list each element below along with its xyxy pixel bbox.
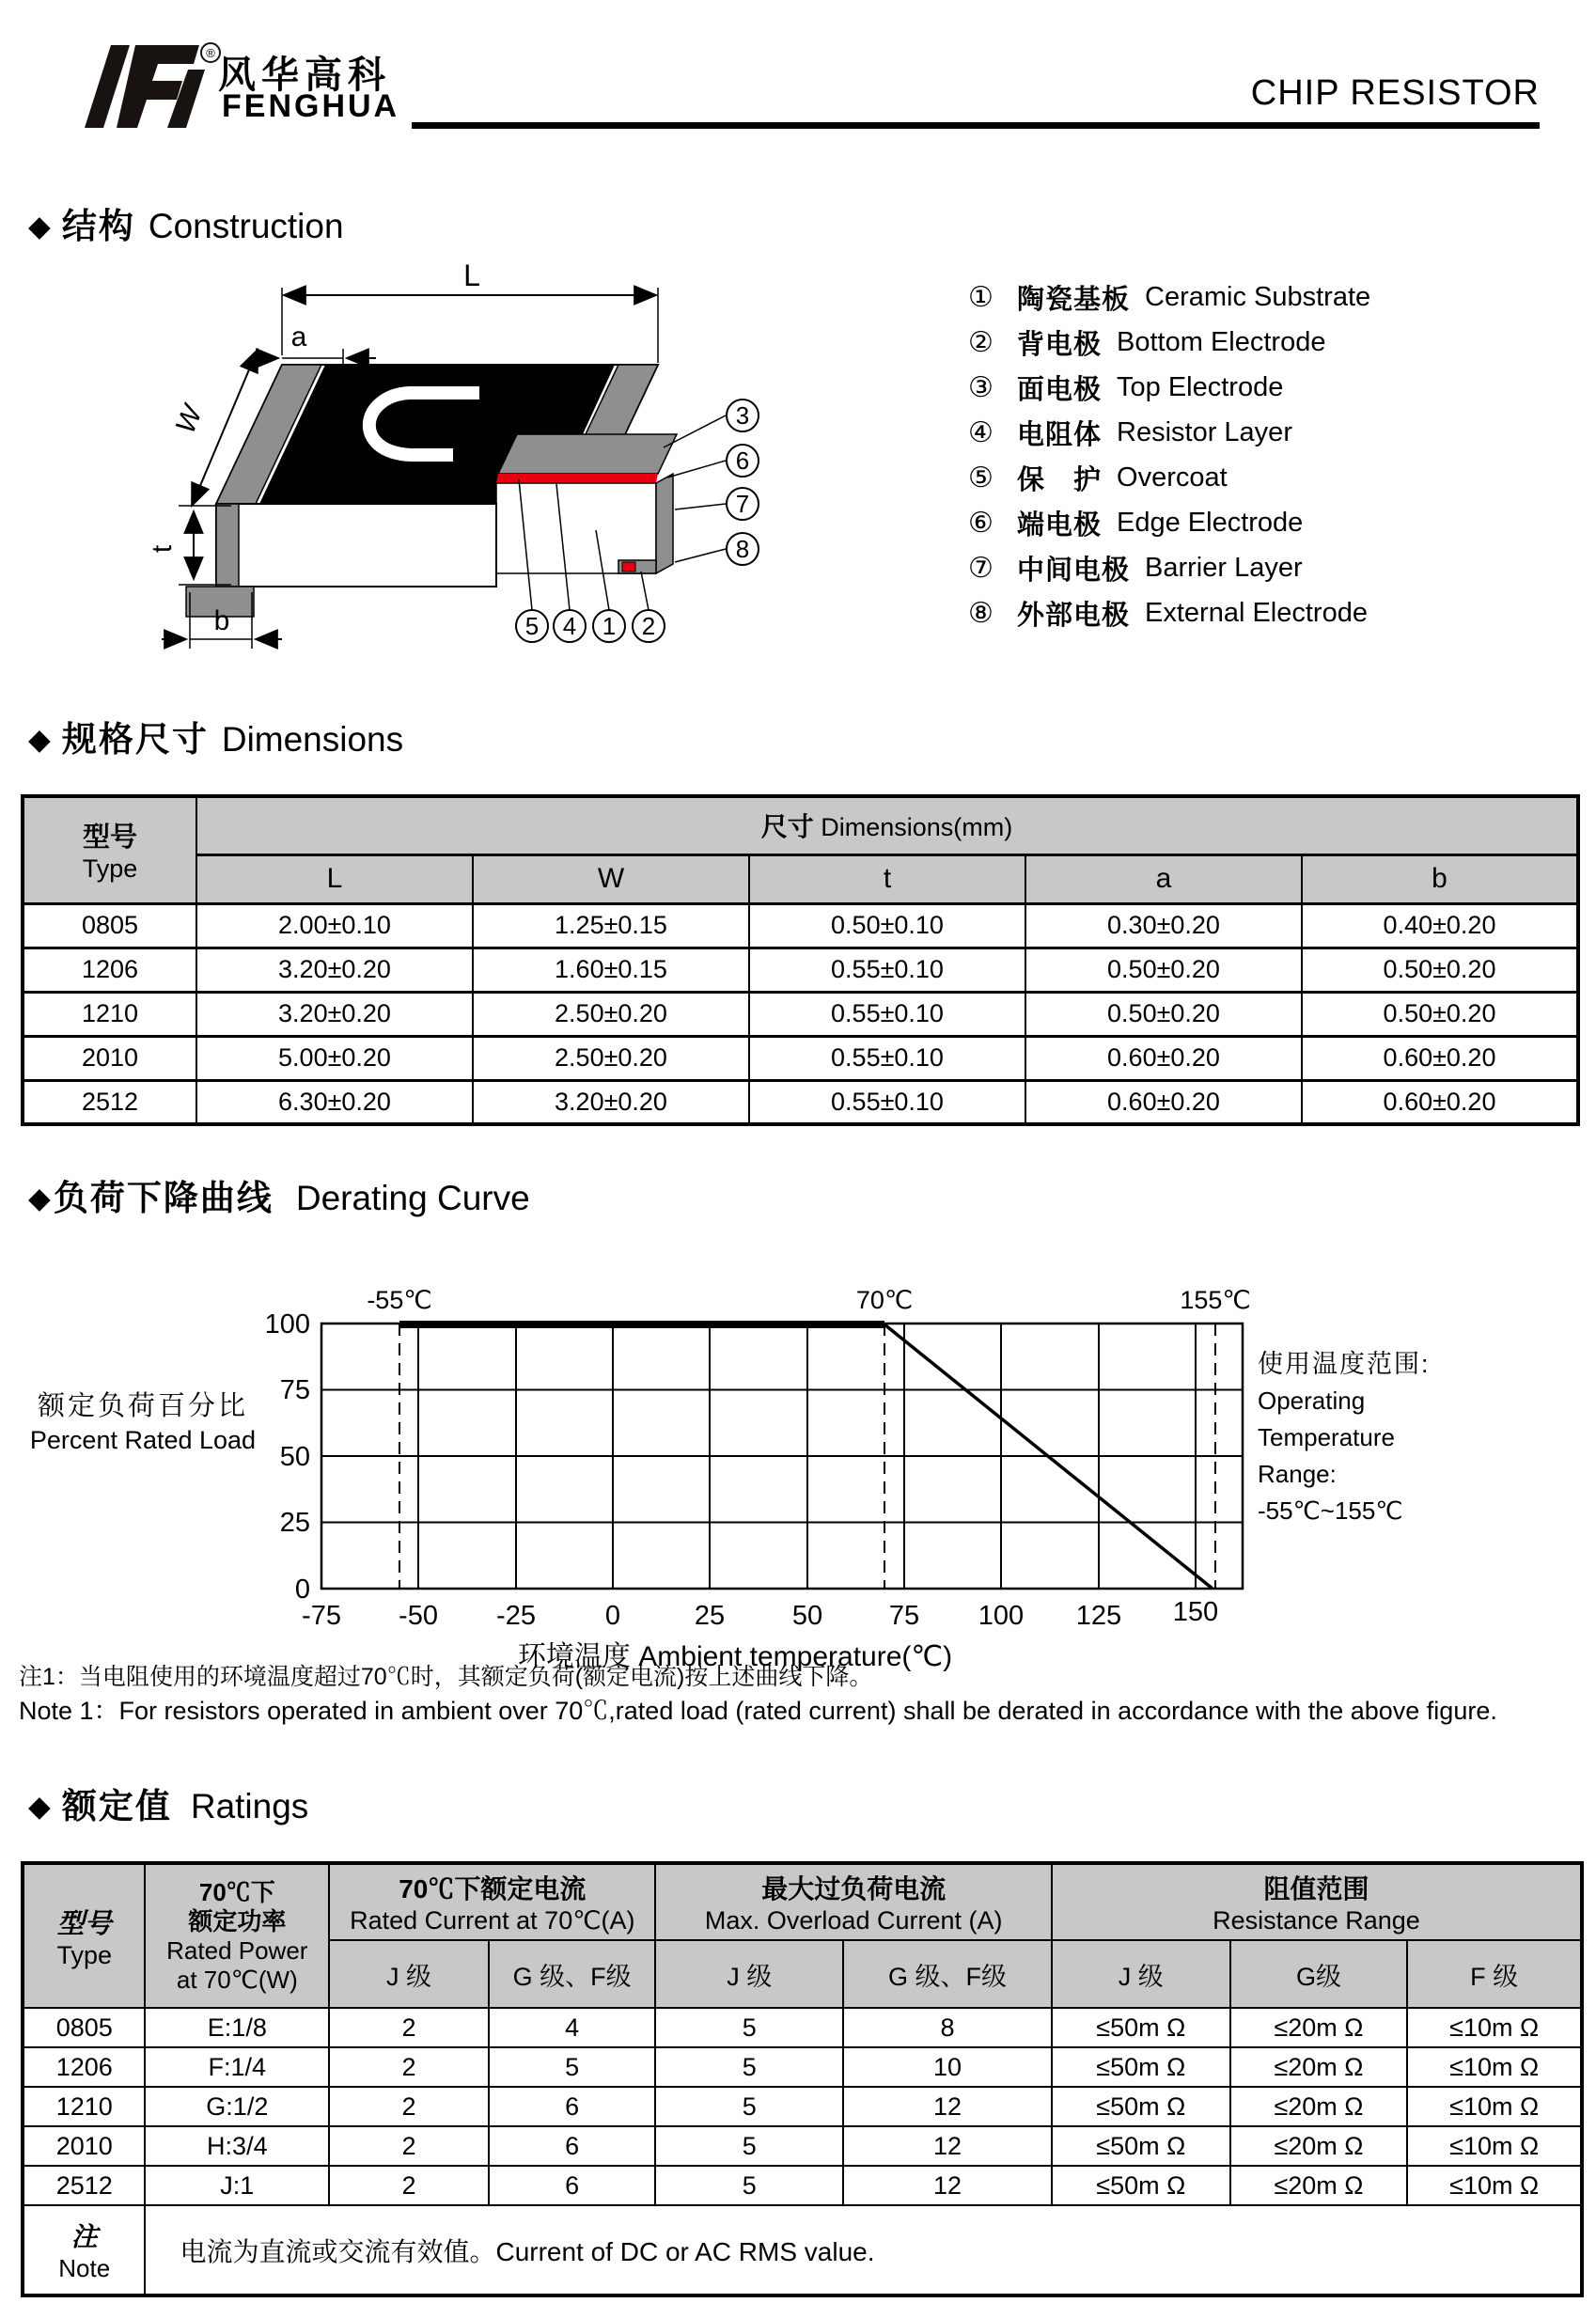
brand-name-en: FENGHUA [222, 88, 400, 124]
cell: 2010 [23, 1036, 196, 1080]
x-tick: 25 [694, 1601, 726, 1631]
dimensions-table [21, 794, 1576, 1126]
cell: 10 [843, 2047, 1052, 2087]
cell: ≤50m Ω [1052, 2126, 1230, 2166]
derating-heading [28, 1181, 530, 1215]
construction-heading [28, 209, 344, 243]
col-header-t: t [749, 854, 1025, 903]
cell: 0.55±0.10 [749, 1080, 1025, 1124]
col-header-type: 型号 Type [23, 796, 196, 903]
callout-num-5: 5 [524, 612, 540, 640]
circled-6-icon: ⑥ [968, 507, 994, 539]
x-tick: 75 [888, 1601, 920, 1631]
cell: 1206 [23, 2047, 145, 2087]
col-group-dimensions-mm: 尺寸 Dimensions(mm) [196, 796, 1578, 854]
table-row [23, 2047, 1582, 2087]
cell: 0.55±0.10 [749, 1036, 1025, 1080]
circled-2-icon: ② [968, 326, 994, 358]
x-tick: -25 [496, 1601, 536, 1631]
cell: 12 [843, 2087, 1052, 2126]
ratings-heading-en: Ratings [190, 1787, 309, 1825]
cell: 5.00±0.20 [196, 1036, 473, 1080]
ratings-heading-cn: 额定值 [61, 1787, 172, 1825]
cell: 1206 [23, 948, 196, 992]
cell: 5 [655, 2126, 843, 2166]
callout-num-3: 3 [735, 401, 750, 430]
circled-5-icon: ⑤ [968, 462, 994, 494]
cell: 0.60±0.20 [1025, 1080, 1302, 1124]
subcol-f-grade: F 级 [1407, 1940, 1582, 2008]
table-row [23, 903, 1578, 948]
brand-name-cn: 风华高科 [218, 55, 391, 96]
cell: 2 [329, 2047, 489, 2087]
construction-heading-cn: 结构 [61, 207, 135, 245]
dimensions-heading-cn: 规格尺寸 [61, 720, 209, 759]
cell: 5 [655, 2047, 843, 2087]
cell: 6 [489, 2166, 656, 2205]
cell: 1.60±0.15 [473, 948, 749, 992]
legend-item-top-electrode: ③ 面电极 Top Electrode [968, 371, 1284, 405]
construction-legend [968, 274, 1370, 635]
cell: 5 [655, 2166, 843, 2205]
x-tick: 125 [1075, 1601, 1122, 1631]
x-tick: 100 [978, 1601, 1025, 1631]
cell: 2 [329, 2087, 489, 2126]
y-tick-50: 50 [279, 1442, 310, 1472]
cell: ≤10m Ω [1407, 2166, 1582, 2205]
left-end-face [216, 504, 239, 587]
col-header-type: 型号 Type [23, 1863, 145, 2008]
x-tick: -50 [399, 1601, 438, 1631]
legend-item-resistor-layer: ④ 电阻体 Resistor Layer [968, 416, 1292, 450]
y-axis-label-cn: 额定负荷百分比 [37, 1391, 249, 1421]
cell: ≤20m Ω [1230, 2008, 1408, 2047]
section-bottom-electrode [622, 562, 635, 572]
cell: 12 [843, 2126, 1052, 2166]
table-row [23, 2126, 1582, 2166]
y-axis-label-en: Percent Rated Load [29, 1426, 257, 1454]
derating-heading-cn: 负荷下降曲线 [53, 1179, 274, 1217]
construction-heading-en: Construction [148, 207, 344, 245]
col-header-rated-power: 70℃下 额定功率 Rated Power at 70℃(W) [145, 1863, 329, 2008]
mark-70c: 70℃ [855, 1286, 914, 1314]
dim-label-W: W [169, 401, 209, 438]
cell: ≤10m Ω [1407, 2087, 1582, 2126]
cell: 6.30±0.20 [196, 1080, 473, 1124]
diamond-bullet: ◆ [28, 1182, 51, 1214]
cell: 0.60±0.20 [1302, 1036, 1578, 1080]
cell: G:1/2 [145, 2087, 329, 2126]
cell: 1210 [23, 992, 196, 1036]
legend-item-barrier-layer: ⑦ 中间电极 Barrier Layer [968, 552, 1303, 586]
table-row [23, 1036, 1578, 1080]
cell: 1210 [23, 2087, 145, 2126]
x-tick: 50 [791, 1601, 823, 1631]
note1-cn: 注1：当电阻使用的环境温度超过70℃时，其额定负荷(额定电流)按上述曲线下降。 [19, 1664, 873, 1690]
cell: 4 [489, 2008, 656, 2047]
cell: 2.50±0.20 [473, 992, 749, 1036]
cell: 0.50±0.20 [1025, 948, 1302, 992]
callout-num-2: 2 [641, 612, 656, 640]
dim-label-L: L [463, 261, 480, 292]
legend-item-edge-electrode: ⑥ 端电极 Edge Electrode [968, 507, 1304, 540]
cell: 6 [489, 2087, 656, 2126]
derating-heading-en: Derating Curve [295, 1179, 530, 1217]
table-note-row [23, 2205, 1582, 2295]
subcol-j-grade: J 级 [1052, 1940, 1230, 2008]
circled-4-icon: ④ [968, 416, 994, 448]
cell: 0.60±0.20 [1302, 1080, 1578, 1124]
table-row [23, 992, 1578, 1036]
cell: 8 [843, 2008, 1052, 2047]
cell: J:1 [145, 2166, 329, 2205]
cell: 0.50±0.20 [1302, 992, 1578, 1036]
dim-label-a: a [290, 321, 307, 352]
subcol-g-grade: G级 [1230, 1940, 1408, 2008]
note-label-cell: 注 Note [23, 2205, 145, 2295]
cell: ≤50m Ω [1052, 2008, 1230, 2047]
cell: 0.55±0.10 [749, 992, 1025, 1036]
cell: F:1/4 [145, 2047, 329, 2087]
cell: ≤10m Ω [1407, 2047, 1582, 2087]
table-row [23, 2087, 1582, 2126]
table-row [23, 1080, 1578, 1124]
diamond-bullet: ◆ [28, 723, 51, 756]
cell: ≤20m Ω [1230, 2166, 1408, 2205]
cell: 3.20±0.20 [473, 1080, 749, 1124]
operating-range-note: 使用温度范围: Operating Temperature Range: -55℃~155℃ [1258, 1350, 1431, 1525]
col-header-L: L [196, 854, 473, 903]
cell: 2 [329, 2166, 489, 2205]
circled-3-icon: ③ [968, 371, 994, 403]
y-tick-25: 25 [279, 1508, 310, 1538]
cell: 2 [329, 2008, 489, 2047]
cell: 5 [489, 2047, 656, 2087]
section-resistor-layer [496, 474, 658, 483]
section-top-electrode [498, 434, 677, 474]
legend-item-ceramic-substrate: ① 陶瓷基板 Ceramic Substrate [968, 281, 1371, 315]
cell: 0.40±0.20 [1302, 903, 1578, 948]
cell: ≤20m Ω [1230, 2047, 1408, 2087]
subcol-gf-grade: G 级、F级 [489, 1940, 656, 2008]
callout-num-7: 7 [735, 490, 750, 518]
diamond-bullet: ◆ [28, 210, 51, 243]
cell: 2.50±0.20 [473, 1036, 749, 1080]
circled-7-icon: ⑦ [968, 552, 994, 584]
cell: 2512 [23, 1080, 196, 1124]
dim-label-b: b [213, 605, 230, 636]
x-axis-label: 环境温度 Ambient temperature(℃) [517, 1641, 953, 1672]
dimensions-heading-en: Dimensions [221, 720, 404, 759]
y-tick-0: 0 [294, 1574, 310, 1605]
cell: 0.50±0.10 [749, 903, 1025, 948]
col-group-overload-current: 最大过负荷电流 Max. Overload Current (A) [655, 1863, 1052, 1940]
cell: 0805 [23, 2008, 145, 2047]
cell: ≤20m Ω [1230, 2126, 1408, 2166]
col-group-rated-current: 70℃下额定电流 Rated Current at 70℃(A) [329, 1863, 655, 1940]
subcol-gf-grade: G 级、F级 [843, 1940, 1052, 2008]
legend-item-overcoat: ⑤ 保 护 Overcoat [968, 462, 1228, 495]
header-rule [412, 122, 1540, 129]
dim-label-t: t [147, 544, 178, 554]
cell: H:3/4 [145, 2126, 329, 2166]
legend-item-bottom-electrode: ② 背电极 Bottom Electrode [968, 326, 1326, 360]
cell: 0.55±0.10 [749, 948, 1025, 992]
callout-num-8: 8 [735, 535, 750, 563]
cell: E:1/8 [145, 2008, 329, 2047]
circled-1-icon: ① [968, 281, 994, 313]
cell: 0.50±0.20 [1302, 948, 1578, 992]
table-row [23, 948, 1578, 992]
dimensions-heading [28, 722, 403, 757]
fenghua-logo-icon [83, 41, 224, 132]
cell: ≤50m Ω [1052, 2166, 1230, 2205]
callout-num-4: 4 [562, 612, 577, 640]
y-tick-100: 100 [264, 1309, 310, 1340]
construction-diagram [141, 261, 884, 656]
ratings-heading [28, 1789, 308, 1824]
chip-front-face [216, 504, 496, 587]
cell: ≤10m Ω [1407, 2126, 1582, 2166]
cell: 0.30±0.20 [1025, 903, 1302, 948]
cell: 0.50±0.20 [1025, 992, 1302, 1036]
cell: ≤20m Ω [1230, 2087, 1408, 2126]
cell: 3.20±0.20 [196, 992, 473, 1036]
table-row [23, 2166, 1582, 2205]
cell: 12 [843, 2166, 1052, 2205]
cell: ≤10m Ω [1407, 2008, 1582, 2047]
cell: 2512 [23, 2166, 145, 2205]
col-header-a: a [1025, 854, 1302, 903]
col-header-b: b [1302, 854, 1578, 903]
cell: 1.25±0.15 [473, 903, 749, 948]
subcol-j-grade: J 级 [329, 1940, 489, 2008]
section-external-electrode [656, 474, 673, 573]
registered-mark: ® [206, 46, 215, 60]
subcol-j-grade: J 级 [655, 1940, 843, 2008]
circled-8-icon: ⑧ [968, 597, 994, 629]
diamond-bullet: ◆ [28, 1790, 51, 1823]
cell: 5 [655, 2008, 843, 2047]
page-title: CHIP RESISTOR [1250, 73, 1540, 113]
x-tick: 0 [604, 1601, 621, 1631]
callout-num-1: 1 [602, 612, 617, 640]
cell: ≤50m Ω [1052, 2047, 1230, 2087]
legend-item-external-electrode: ⑧ 外部电极 External Electrode [968, 597, 1368, 631]
x-tick: -75 [302, 1601, 341, 1631]
y-tick-75: 75 [279, 1375, 310, 1405]
cell: 2.00±0.10 [196, 903, 473, 948]
ratings-table [21, 1861, 1584, 2297]
cell: 2 [329, 2126, 489, 2166]
cell: 5 [655, 2087, 843, 2126]
note-text: 电流为直流或交流有效值。Current of DC or AC RMS value. [145, 2205, 1582, 2295]
cell: 6 [489, 2126, 656, 2166]
mark-minus55c: -55℃ [367, 1286, 432, 1314]
x-tick: 150 [1172, 1597, 1219, 1627]
cell: 0805 [23, 903, 196, 948]
cell: ≤50m Ω [1052, 2087, 1230, 2126]
col-group-resistance-range: 阻值范围 Resistance Range [1052, 1863, 1582, 1940]
cell: 2010 [23, 2126, 145, 2166]
cell: 3.20±0.20 [196, 948, 473, 992]
col-header-W: W [473, 854, 749, 903]
note1-en: Note 1：For resistors operated in ambient over 70℃,rated load (rated current) shall be derated in accordance with the above figure. [19, 1697, 1497, 1725]
callout-num-6: 6 [735, 446, 750, 475]
table-row [23, 2008, 1582, 2047]
mark-155c: 155℃ [1180, 1286, 1251, 1314]
cell: 0.60±0.20 [1025, 1036, 1302, 1080]
